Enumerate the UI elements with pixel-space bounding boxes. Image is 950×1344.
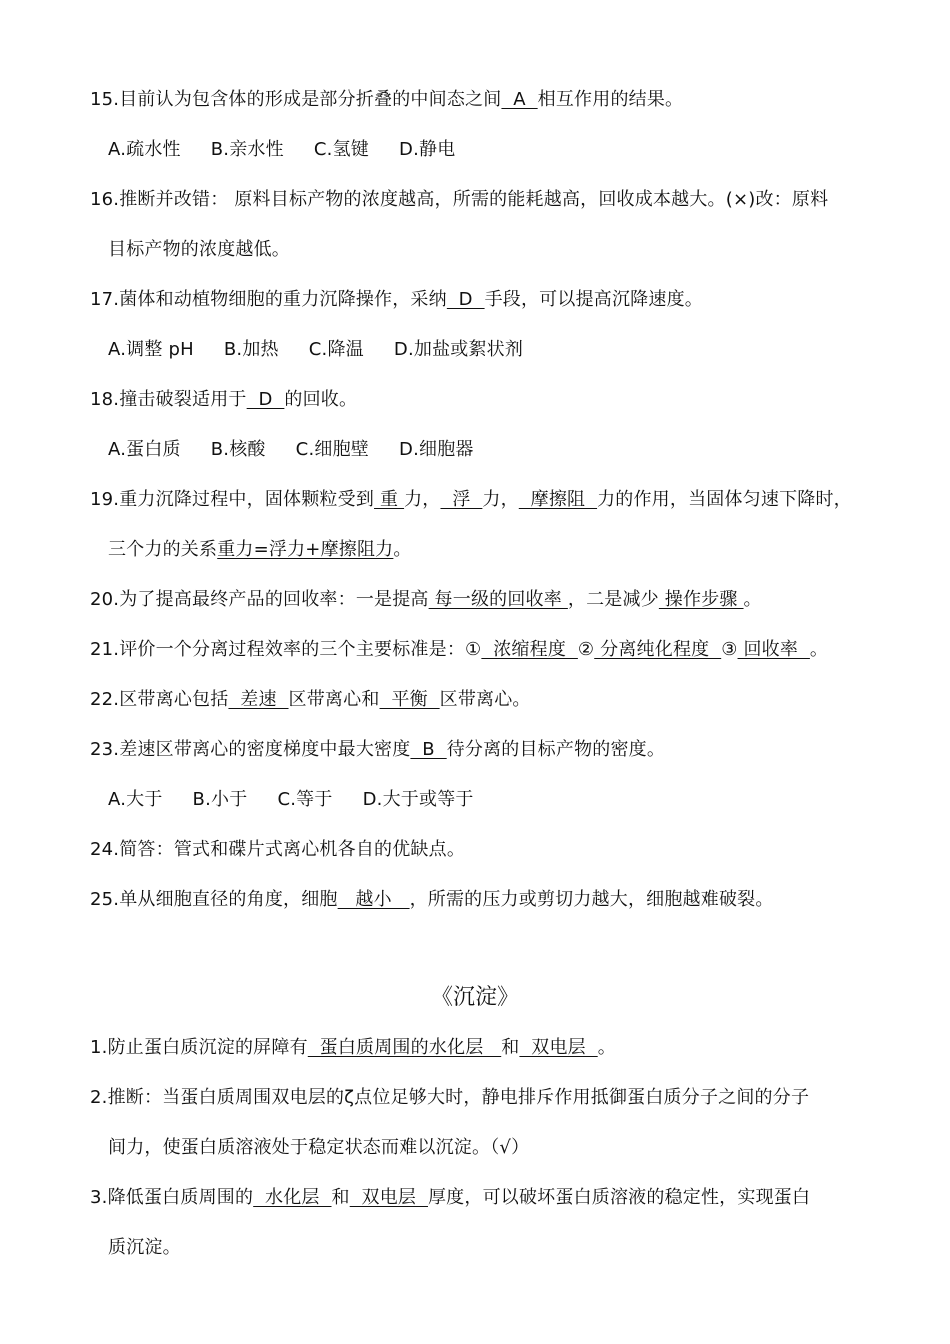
- precipitation-question-2-line-1: 2.推断：当蛋白质周围双电层的ζ点位足够大时，静电排斥作用抵御蛋白质分子之间的分子: [90, 1087, 810, 1108]
- precipitation-question-3-line-2: 质沉淀。: [108, 1237, 181, 1258]
- answer-blank: 每一级的回收率: [428, 589, 568, 610]
- answer-blank: A: [501, 89, 538, 110]
- question-text: 23.差速区带离心的密度梯度中最大密度: [90, 739, 411, 760]
- question-text: 。: [393, 539, 412, 560]
- question-text: ②: [577, 639, 595, 660]
- question-text: 力，: [404, 489, 441, 510]
- answer-blank: 浓缩程度: [481, 639, 578, 660]
- answer-blank: 双电层: [519, 1037, 598, 1058]
- question-17: [90, 288, 703, 312]
- question-text: 20.为了提高最终产品的回收率：一是提高: [90, 589, 429, 610]
- answer-blank: D: [246, 389, 285, 410]
- question-21: [90, 638, 828, 662]
- question-text: 待分离的目标产物的密度。: [446, 739, 666, 760]
- question-text: 的回收。: [284, 389, 358, 410]
- answer-blank: D: [446, 289, 485, 310]
- answer-blank: 差速: [228, 689, 289, 710]
- question-text: 3.降低蛋白质周围的: [90, 1187, 254, 1208]
- answer-blank: 分离纯化程度: [594, 639, 722, 660]
- question-18: [90, 388, 357, 412]
- answer-blank: 蛋白质周围的水化层: [307, 1037, 502, 1058]
- question-text: 19.重力沉降过程中，固体颗粒受到: [90, 489, 375, 510]
- answer-blank: 回收率: [737, 639, 810, 660]
- precipitation-question-2-line-2: 间力，使蛋白质溶液处于稳定状态而难以沉淀。（√）: [108, 1137, 530, 1158]
- question-text: 。: [809, 639, 829, 660]
- precipitation-question-3-line-1: [90, 1186, 810, 1210]
- question-text: 17.菌体和动植物细胞的重力沉降操作，采纳: [90, 289, 447, 310]
- question-text: ，所需的压力或剪切力越大，细胞越难破裂。: [409, 889, 774, 910]
- question-text: 1.防止蛋白质沉淀的屏障有: [90, 1037, 308, 1058]
- precipitation-question-1: [90, 1036, 616, 1060]
- answer-blank: 双电层: [349, 1187, 428, 1208]
- answer-blank: 操作步骤: [658, 589, 744, 610]
- answer-blank: 越小: [337, 889, 410, 910]
- question-24: 24.简答：管式和碟片式离心机各自的优缺点。: [90, 839, 466, 860]
- question-text: 区带离心和: [288, 689, 380, 710]
- answer-blank: 水化层: [253, 1187, 332, 1208]
- section-title: 《沉淀》: [430, 985, 519, 1010]
- question-text: 三个力的关系: [108, 539, 218, 560]
- question-text: 15.目前认为包含体的形成是部分折叠的中间态之间: [90, 89, 502, 110]
- question-16-line-2: 目标产物的浓度越低。: [108, 239, 290, 260]
- question-16-line-1: 16.推断并改错： 原料目标产物的浓度越高，所需的能耗越高，回收成本越大。(×)改：原料: [90, 189, 829, 210]
- question-text: 力的作用，当固体匀速下降时，: [597, 489, 852, 510]
- question-23-options: A.大于 B.小于 C.等于 D.大于或等于: [108, 789, 474, 810]
- question-17-options: A.调整 pH B.加热 C.降温 D.加盐或絮状剂: [108, 339, 524, 360]
- question-text: 厚度，可以破坏蛋白质溶液的稳定性，实现蛋白: [427, 1187, 811, 1208]
- question-text: 22.区带离心包括: [90, 689, 229, 710]
- answer-blank: 摩擦阻: [518, 489, 598, 510]
- question-text: ，二是减少: [567, 589, 659, 610]
- question-text: ③: [721, 639, 738, 660]
- question-20: [90, 588, 762, 612]
- answer-blank: 重力=浮力+摩擦阻力: [217, 539, 394, 560]
- question-text: 和: [331, 1187, 350, 1208]
- question-text: 。: [597, 1037, 616, 1058]
- question-text: 。: [743, 589, 762, 610]
- question-22: [90, 688, 531, 712]
- answer-blank: 平衡: [379, 689, 440, 710]
- answer-blank: B: [410, 739, 447, 760]
- question-text: 25.单从细胞直径的角度，细胞: [90, 889, 338, 910]
- answer-blank: 浮: [440, 489, 483, 510]
- question-text: 相互作用的结果。: [537, 89, 684, 110]
- question-18-options: A.蛋白质 B.核酸 C.细胞壁 D.细胞器: [108, 439, 474, 460]
- question-15-options: A.疏水性 B.亲水性 C.氢键 D.静电: [108, 139, 456, 160]
- question-text: 21.评价一个分离过程效率的三个主要标准是：①: [90, 639, 482, 660]
- question-19-line-2: [108, 538, 412, 562]
- question-text: 手段，可以提高沉降速度。: [484, 289, 703, 310]
- question-19-line-1: [90, 488, 852, 512]
- question-text: 力，: [482, 489, 519, 510]
- question-text: 和: [501, 1037, 520, 1058]
- question-text: 18.撞击破裂适用于: [90, 389, 247, 410]
- question-text: 区带离心。: [439, 689, 531, 710]
- answer-blank: 重: [374, 489, 405, 510]
- question-15: [90, 88, 683, 112]
- question-25: [90, 888, 774, 912]
- question-23: [90, 738, 665, 762]
